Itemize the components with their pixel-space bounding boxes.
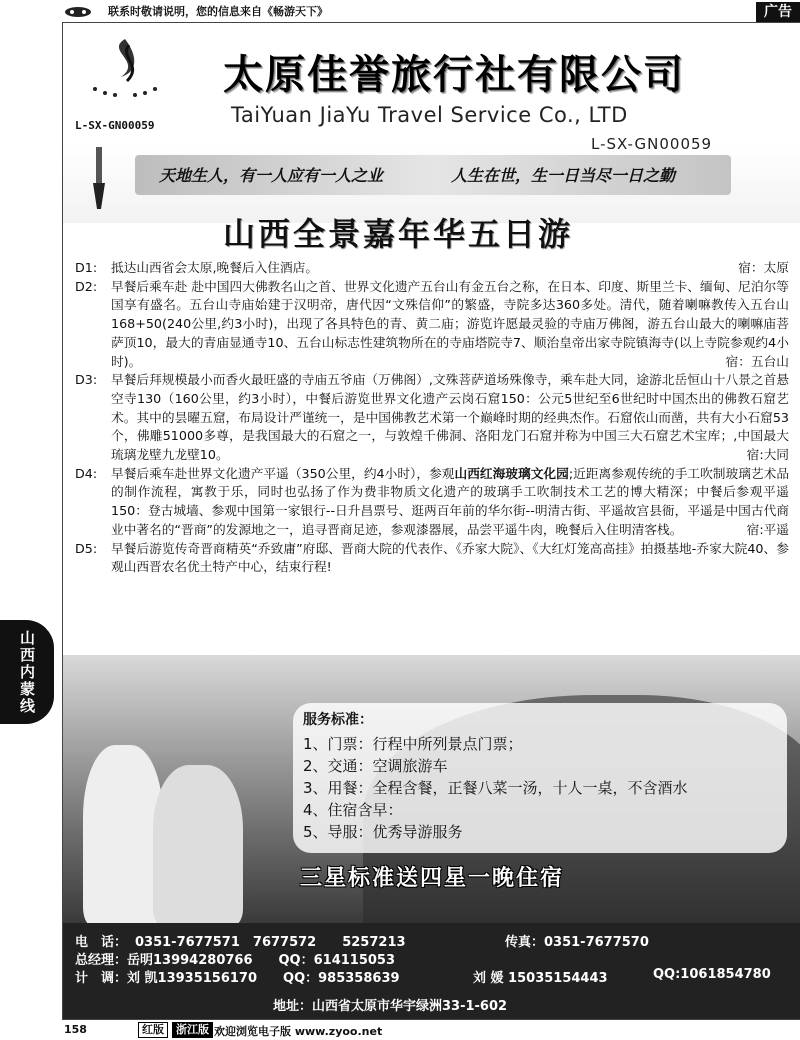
planner-qq-2: QQ:1061854780 (653, 967, 771, 982)
service-standards-panel (293, 703, 787, 853)
day-text: 早餐后游览传奇晋商精英“乔致庸”府邸、晋商大院的代表作、《乔家大院》、《大红灯笼高高挂》拍摄基地-乔家大院40、参观山西晋农名优土特产中心，结束行程! (111, 540, 789, 575)
company-flame-logo-icon (85, 31, 165, 101)
phone-label: 电 话： (75, 935, 128, 950)
planner-contact-1: 计 调：刘 凯13935156170 QQ：985358639 (75, 971, 400, 986)
website-link[interactable]: 欢迎浏览电子版 www.zyoo.net (214, 1025, 383, 1038)
edition-label: 红版 (138, 1022, 168, 1038)
day-label: D1: (75, 260, 98, 275)
itinerary (67, 259, 797, 577)
day-text-cont: ;近距离参观传统的手工吹制玻璃艺术品的制作流程，寓教于乐，同时也弘扬了作为费非物质文化遗产的玻璃手工吹制技术工艺的博大精深；中餐后参观平遥150：登古城墙、参观中国第一家银行--日升昌票号、逛两百年前的华尔街--明清古街、平遥故宫县衙，平遥是中国古代商业中著名的“晋商”的发源地之一，追寻晋商足迹，参观漆器展，品尝平遥牛肉，晚餐后入住明清客栈。 (111, 465, 790, 537)
itinerary-day-1 (67, 259, 797, 278)
itinerary-day-4 (67, 465, 797, 540)
day-label: D4: (75, 465, 98, 481)
ad-tag: 广告 (756, 2, 800, 22)
overnight-city: 宿:平遥 (746, 521, 789, 537)
manager-contact: 总经理：岳明13994280766 QQ：614115053 (75, 953, 396, 968)
day-text: 早餐后乘车赴 赴中国四大佛教名山之首、世界文化遗产五台山有金五台之称，在日本、印度、斯里兰卡、缅甸、尼泊尔等国享有盛名。五台山寺庙始建于汉明帝，唐代因“文殊信仰”的繁盛，寺院多达360多处。清代，随着喇嘛教传入五台山168+50(240公里,约3小时)，出现了各具特色的青、黄二庙；游览许愿最灵验的寺庙万佛阁，游五台山最大的喇嘛庙菩萨顶10，最大的青庙显通寺10、五台山标志性建筑物所在的寺庙塔院寺7、顺治皇帝出家寺院镇海寺(以上寺院参观约4小时)。 (111, 278, 789, 369)
magazine-logo-icon (64, 4, 92, 18)
contact-block (63, 923, 800, 1019)
advertisement-page (62, 22, 800, 1020)
address: 地址：山西省太原市华宇绿洲33-1-602 (273, 999, 508, 1014)
day-label: D2: (75, 278, 98, 294)
route-section-tab: 山西内蒙线 (0, 620, 54, 724)
service-item: 3、用餐：全程含餐，正餐八菜一汤，十人一桌，不含酒水 (303, 779, 688, 797)
company-name-en: TaiYuan JiaYu Travel Service Co., LTD (231, 103, 628, 127)
overnight-city: 宿:大同 (746, 447, 789, 463)
service-item: 5、导服：优秀导游服务 (303, 823, 463, 841)
license-number-left: L-SX-GN00059 (75, 119, 155, 132)
highlight-venue: 山西红海玻璃文化园 (454, 465, 569, 481)
company-name-cn: 太原佳誉旅行社有限公司 (223, 52, 685, 98)
license-number-right: L-SX-GN00059 (591, 135, 713, 153)
overnight-city: 宿：太原 (738, 260, 789, 275)
page-footer (0, 1020, 800, 1040)
itinerary-day-2 (67, 278, 797, 372)
header (63, 23, 800, 223)
fax-number: 传真：0351-7677570 (505, 935, 649, 950)
service-item: 4、住宿含早： (303, 801, 403, 819)
day-label: D3: (75, 372, 98, 388)
service-item: 2、交通：空调旅游车 (303, 757, 448, 775)
top-strip (0, 0, 800, 22)
tourist-figure-right (153, 765, 243, 923)
promo-banner: 三星标准送四星一晚住宿 (299, 866, 564, 891)
day-text: 早餐后乘车赴世界文化遗产平遥（350公里，约4小时），参观 (111, 465, 455, 481)
service-heading: 服务标准： (303, 712, 373, 728)
page-number: 158 (64, 1023, 87, 1036)
slogan-right: 人生在世，生一日当尽一日之勤 (451, 166, 676, 185)
source-note: 联系时敬请说明，您的信息来自《畅游天下》 (108, 5, 328, 18)
itinerary-day-3 (67, 371, 797, 465)
tour-title: 山西全景嘉年华五日游 (223, 215, 574, 253)
overnight-city: 宿：五台山 (725, 353, 789, 369)
slogan-left: 天地生人，有一人应有一人之业 (159, 166, 384, 185)
brush-icon (87, 147, 111, 211)
day-text: 早餐后拜规模最小而香火最旺盛的寺庙五爷庙（万佛阁）,文殊菩萨道场殊像寺，乘车赴大同，途游北岳恒山十八景之首悬空寺130（160公里，约3小时），中餐后游览世界文化遗产云岗石窟150：公元5世纪至6世纪时中国杰出的佛教石窟艺术。其中的昙曜五窟，布局设计严谨统一，是中国佛教艺术第一个巅峰时期的经典杰作。石窟依山而凿，共有大小石窟53个，佛雕51000多尊，是我国最大的石窟之一，与敦煌千佛洞、洛阳龙门石窟并称为中国三大石窟艺术宝库；,中国最大琉璃龙壁九龙壁10。 (111, 372, 789, 463)
slogan-band (135, 155, 731, 195)
itinerary-day-5 (67, 540, 797, 577)
planner-contact-2: 刘 媛 15035154443 (473, 971, 608, 986)
region-label: 浙江版 (172, 1022, 213, 1038)
day-text: 抵达山西省会太原,晚餐后入住酒店。 (111, 260, 319, 275)
day-label: D5: (75, 540, 98, 556)
phone-numbers: 0351-7677571 7677572 5257213 (135, 935, 406, 950)
service-item: 1、门票：行程中所列景点门票； (303, 735, 523, 753)
tourist-figure-left (83, 745, 163, 923)
